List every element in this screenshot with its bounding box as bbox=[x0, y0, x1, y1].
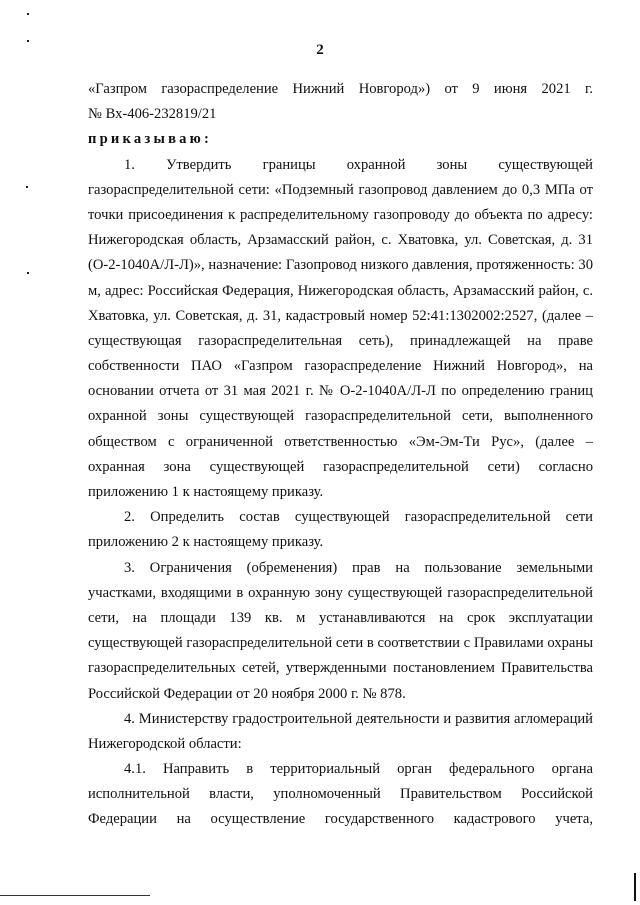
scan-edge-line bbox=[0, 895, 150, 896]
text-line: собственности ПАО «Газпром газораспределение Нижний Новгород», на bbox=[88, 358, 593, 375]
text-line: Российской Федерации от 20 ноября 2000 г. № 878. bbox=[88, 685, 406, 702]
text-line: приложению 1 к настоящему приказу. bbox=[88, 484, 324, 500]
text-line: газораспределительных сетей, утвержденными постановлением Правительства bbox=[88, 660, 593, 677]
document-body bbox=[88, 77, 593, 833]
scan-speck bbox=[27, 272, 29, 274]
text-line: Нижегородской области: bbox=[88, 735, 242, 752]
scan-speck bbox=[26, 186, 28, 188]
text-line: Федерации на осуществление государственного кадастрового учета, bbox=[88, 811, 593, 828]
text-line: охранной зоны существующей газораспределительной сети, выполненного bbox=[88, 408, 593, 425]
text-line: 3. Ограничения (обременения) прав на пользование земельными bbox=[124, 559, 593, 576]
text-line: сети, на площади 139 кв. м устанавливаются на срок эксплуатации bbox=[88, 609, 593, 626]
text-line: 1. Утвердить границы охранной зоны существующей bbox=[124, 156, 593, 173]
text-line: приложению 2 к настоящему приказу. bbox=[88, 534, 324, 551]
text-line: охранная зона существующей газораспределительной сети) согласно bbox=[88, 458, 593, 475]
text-line: № Вх-406-232819/21 bbox=[88, 106, 217, 123]
text-line: существующая газораспределительная сеть), принадлежащей на праве bbox=[88, 332, 593, 349]
scan-edge-mark bbox=[634, 873, 636, 901]
text-line: Хватовка, ул. Советская, д. 31, кадастровый номер 52:41:1302002:2527, (далее – bbox=[88, 307, 593, 324]
text-line: 4. Министерству градостроительной деятельности и развития агломераций bbox=[124, 710, 593, 727]
text-line: обществом с ограниченной ответственностью «Эм-Эм-Ти Рус», (далее – bbox=[88, 433, 593, 450]
page-number: 2 bbox=[316, 42, 324, 58]
text-line: газораспределительной сети: «Подземный газопровод давлением до 0,3 МПа от bbox=[88, 181, 593, 198]
text-line: 2. Определить состав существующей газораспределительной сети bbox=[124, 509, 593, 526]
text-line: 4.1. Направить в территориальный орган федерального органа bbox=[124, 761, 593, 778]
text-line: участками, входящими в охранную зону существующей газораспределительной bbox=[88, 584, 593, 601]
text-line: исполнительной власти, уполномоченный Правительством Российской bbox=[88, 786, 593, 803]
text-line: м, адрес: Российская Федерация, Нижегородская область, Арзамасский район, с. bbox=[88, 282, 593, 299]
text-line: точки присоединения к распределительному газопроводу до объекта по адресу: bbox=[88, 206, 593, 223]
text-line: (О-2-1040А/Л-Л)», назначение: Газопровод низкого давления, протяженность: 30 bbox=[88, 257, 593, 274]
text-line: основании отчета от 31 мая 2021 г. № О-2-1040А/Л-Л по определению границ bbox=[88, 383, 593, 400]
text-line: Нижегородская область, Арзамасский район, с. Хватовка, ул. Советская, д. 31 bbox=[88, 232, 593, 249]
scan-speck bbox=[27, 40, 29, 42]
text-line: приказываю: bbox=[88, 131, 213, 148]
text-line: существующей газораспределительной сети в соответствии с Правилами охраны bbox=[88, 635, 593, 652]
text-line: «Газпром газораспределение Нижний Новгород») от 9 июня 2021 г. bbox=[88, 81, 593, 97]
scan-speck bbox=[27, 13, 29, 15]
